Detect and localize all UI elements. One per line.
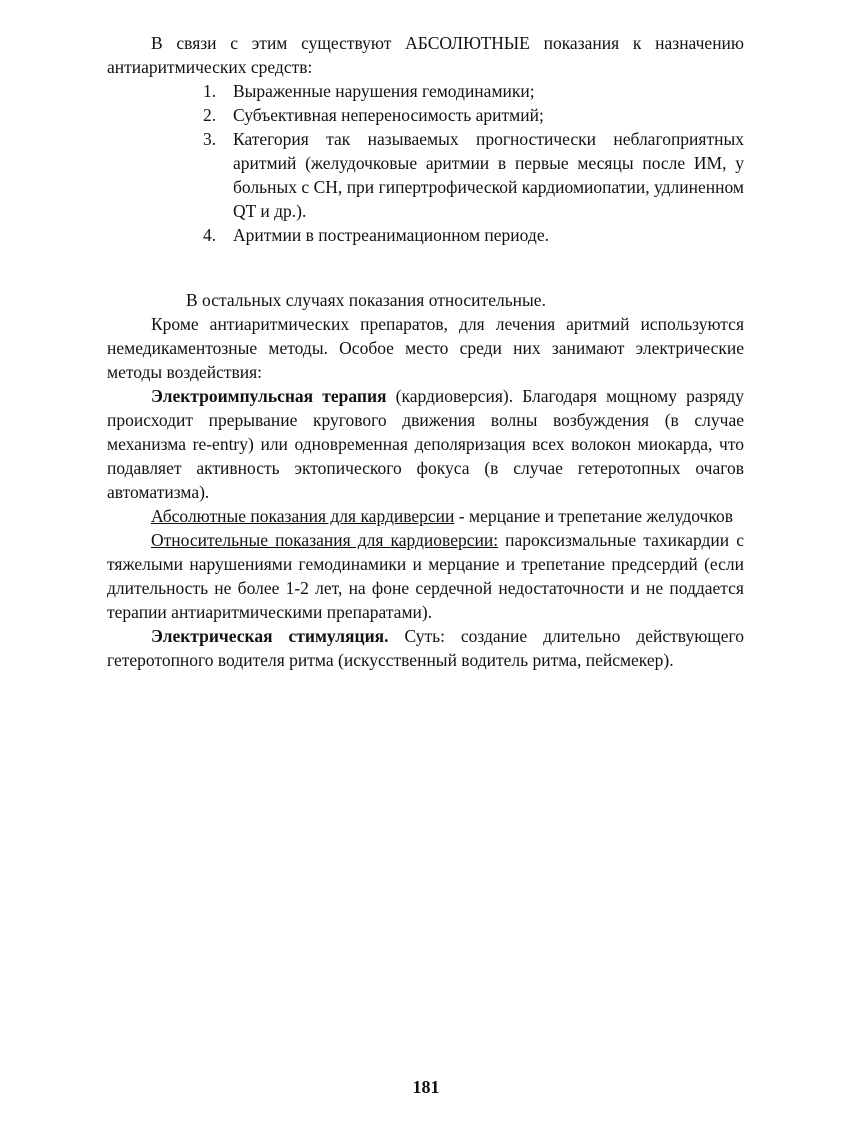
list-item xyxy=(107,223,744,247)
eit-term: Электроимпульсная терапия xyxy=(151,386,387,406)
stim-paragraph xyxy=(107,624,744,672)
list-item-text: Категория так называемых прогностически неблагоприятных аритмий (желудочковые аритмии в первые месяцы после ИМ, у больных с СН, при гипертрофической кардиомиопатии, удлиненном QT и др.). xyxy=(233,129,744,221)
list-item-number: 3. xyxy=(203,129,217,149)
page-number: 181 xyxy=(412,1077,440,1097)
nonpharm-paragraph: Кроме антиаритмических препаратов, для лечения аритмий используются немедикаментозные методы. Особое место среди них занимают электрические методы воздействия: xyxy=(107,314,744,382)
eit-paragraph xyxy=(107,384,744,504)
relative-term: Относительные показания для кардиоверсии: xyxy=(151,530,499,550)
relative-note: В остальных случаях показания относительные. xyxy=(186,290,546,310)
absolute-indications-list xyxy=(107,79,744,247)
relative-paragraph xyxy=(107,528,744,624)
list-item xyxy=(107,127,744,223)
list-item xyxy=(107,103,744,127)
absolute-term: Абсолютные показания для кардиверсии xyxy=(151,506,455,526)
list-item-number: 4. xyxy=(203,225,217,245)
list-item-text: Субъективная непереносимость аритмий; xyxy=(233,105,544,125)
stim-term: Электрическая стимуляция. xyxy=(151,626,389,646)
absolute-text: - мерцание и трепетание желудочков xyxy=(454,506,733,526)
absolute-paragraph xyxy=(107,504,744,528)
list-item-text: Аритмии в постреанимационном периоде. xyxy=(233,225,549,245)
relative-text: пароксизмальные тахикардии с тяжелыми нарушениями гемодинамики и мерцание и трепетание предсердий (если длительность не более 1-2 лет, на фоне сердечной недостаточности и не поддается терапии антиаритмическими препаратами). xyxy=(107,530,744,622)
intro-paragraph xyxy=(107,31,744,79)
eit-text: (кардиоверсия). Благодаря мощному разряду происходит прерывание кругового движения волны возбуждения (в случае механизма re-entry) или одновременная деполяризация всех волокон миокарда, что подавляет активность эктопического фокуса (в случае гетеротопных очагов автоматизма). xyxy=(107,386,745,502)
body-section xyxy=(107,288,744,672)
list-item-number: 2. xyxy=(203,105,217,125)
list-item xyxy=(107,79,744,103)
stim-text: Суть: создание длительно действующего гетеротопного водителя ритма (искусственный водитель ритма, пейсмекер). xyxy=(107,626,744,670)
list-item-text: Выраженные нарушения гемодинамики; xyxy=(233,81,535,101)
list-item-number: 1. xyxy=(203,81,217,101)
intro-text: В связи с этим существуют АБСОЛЮТНЫЕ показания к назначению антиаритмических средств: xyxy=(107,33,744,77)
